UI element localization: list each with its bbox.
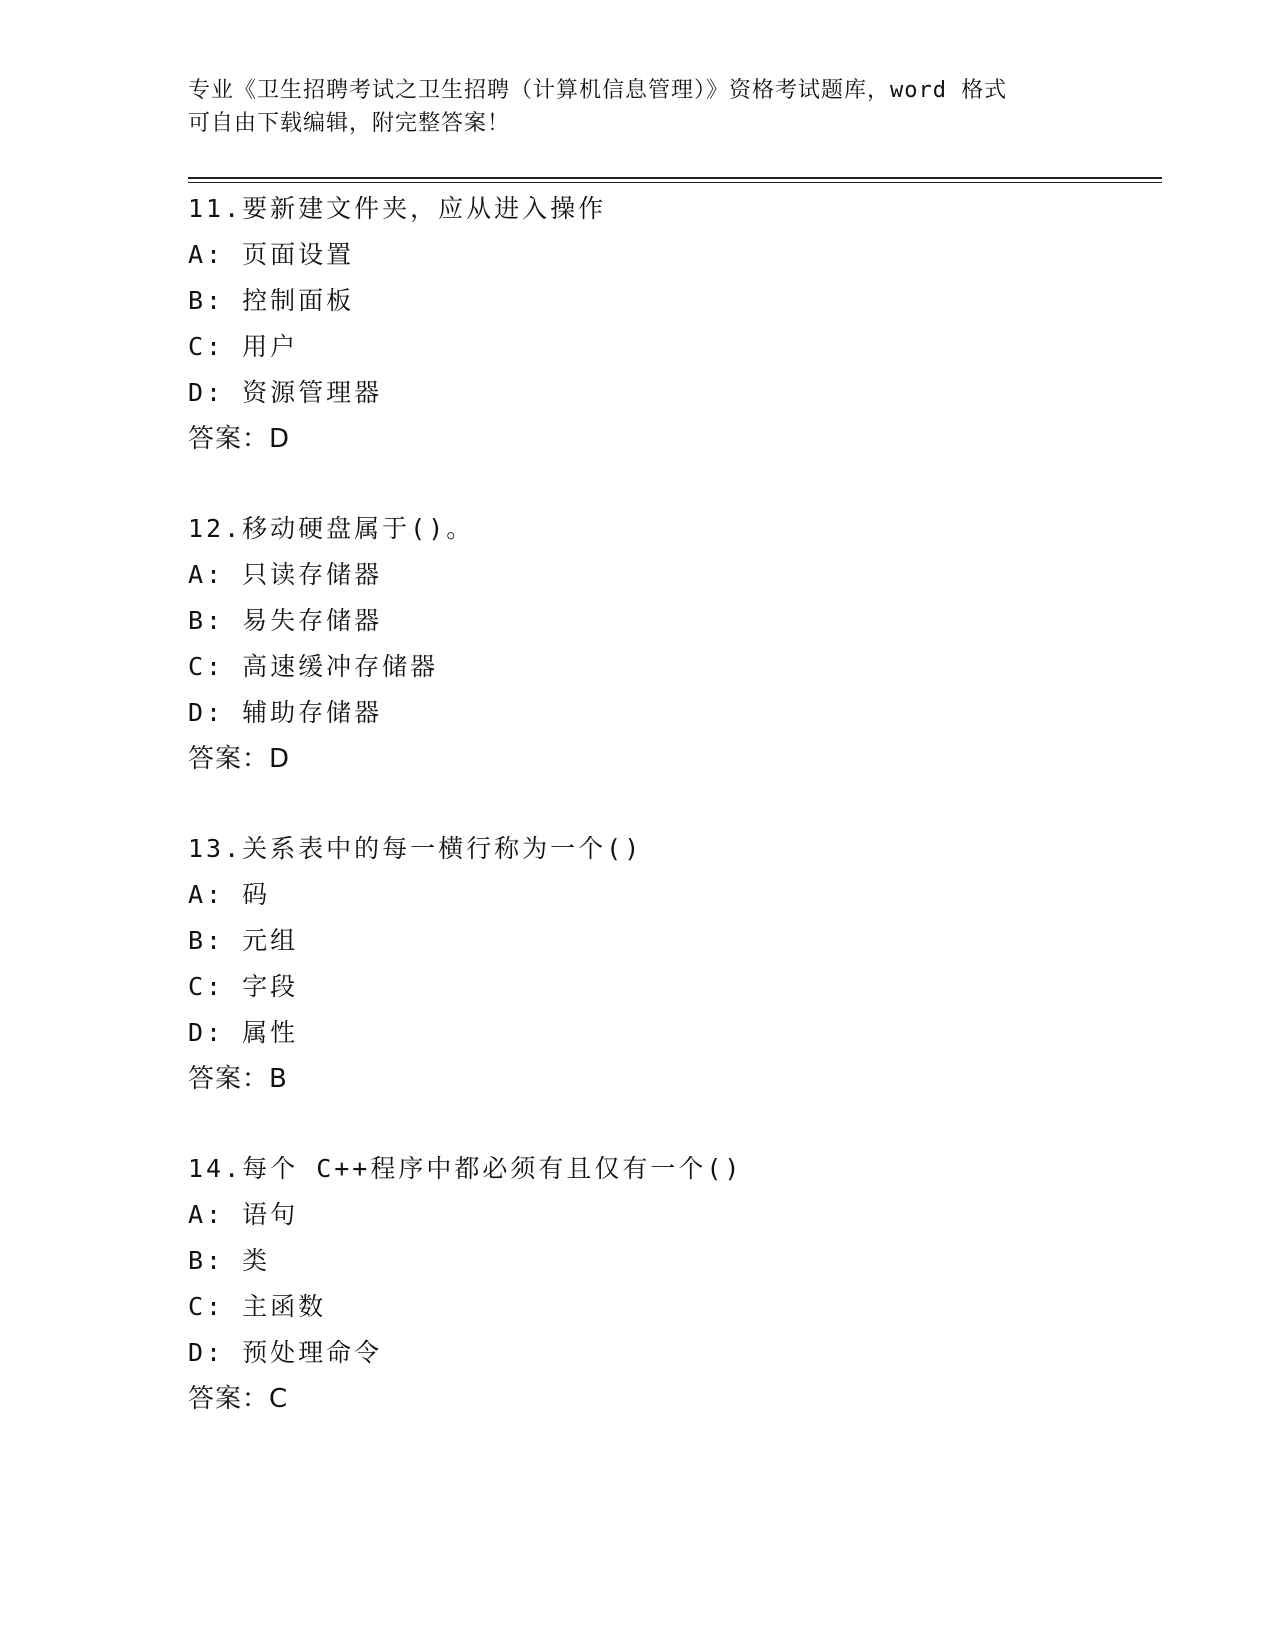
header-divider-thin [188, 182, 1162, 183]
option-c: C: 高速缓冲存储器 [188, 652, 439, 681]
answer-line: 答案：D [188, 424, 291, 454]
option-b: B: 类 [188, 1246, 271, 1275]
option-d: D: 预处理命令 [188, 1338, 383, 1367]
question-block [188, 826, 1088, 1102]
option-c: C: 字段 [188, 972, 299, 1001]
option-d: D: 属性 [188, 1018, 299, 1047]
option-c: C: 主函数 [188, 1292, 327, 1321]
option-d: D: 辅助存储器 [188, 698, 383, 727]
header-divider-thick [188, 177, 1162, 179]
answer-line: 答案：B [188, 1064, 288, 1094]
header-line-1: 专业《卫生招聘考试之卫生招聘（计算机信息管理）》资格考试题库，word 格式 [188, 78, 1008, 103]
document-header [188, 74, 1088, 140]
option-a: A: 页面设置 [188, 240, 355, 269]
header-line-2: 可自由下载编辑，附完整答案！ [188, 111, 511, 136]
answer-line: 答案：C [188, 1384, 289, 1414]
answer-line: 答案：D [188, 744, 291, 774]
question-stem: 14.每个 C++程序中都必须有且仅有一个() [188, 1154, 743, 1183]
question-block [188, 186, 1088, 462]
option-b: B: 元组 [188, 926, 299, 955]
question-block [188, 1146, 1088, 1422]
option-a: A: 只读存储器 [188, 560, 383, 589]
option-c: C: 用户 [188, 332, 299, 361]
option-a: A: 语句 [188, 1200, 299, 1229]
question-stem: 12.移动硬盘属于()。 [188, 514, 475, 543]
option-d: D: 资源管理器 [188, 378, 383, 407]
question-block [188, 506, 1088, 782]
option-b: B: 易失存储器 [188, 606, 383, 635]
question-stem: 13.关系表中的每一横行称为一个() [188, 834, 643, 863]
question-stem: 11.要新建文件夹，应从进入操作 [188, 194, 607, 223]
option-b: B: 控制面板 [188, 286, 355, 315]
option-a: A: 码 [188, 880, 271, 909]
